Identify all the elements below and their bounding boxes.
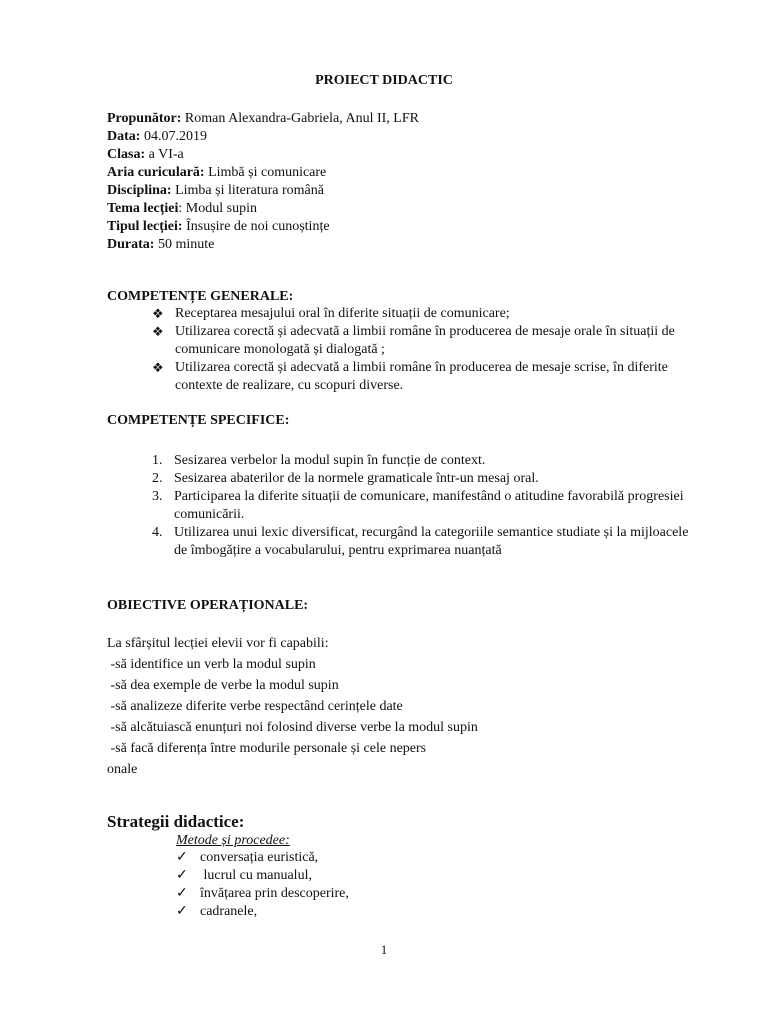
meta-row-discipline xyxy=(107,182,419,200)
page-number: 1 xyxy=(380,942,388,957)
meta-label: Aria curiculară: xyxy=(107,165,205,180)
list-number: 4. xyxy=(152,525,163,540)
list-item xyxy=(152,305,712,323)
meta-row-proposer xyxy=(107,110,419,128)
methods-heading: Metode și procedee: xyxy=(176,833,290,848)
meta-label: Tipul lecției: xyxy=(107,219,183,234)
list-item-text: Utilizarea corectă și adecvată a limbii române în producerea de mesaje scrise, în diferite contexte de realizare, cu scopuri diverse. xyxy=(175,360,668,393)
list-number: 2. xyxy=(152,471,163,486)
checkmark-icon: ✓ xyxy=(176,886,188,901)
list-item xyxy=(176,903,349,921)
meta-row-theme xyxy=(107,200,419,218)
meta-label: Clasa: xyxy=(107,147,146,162)
meta-value: : Modul supin xyxy=(178,201,257,216)
list-item xyxy=(176,885,349,903)
meta-value: 50 minute xyxy=(154,237,215,252)
checkmark-icon: ✓ xyxy=(176,868,188,883)
list-item-text: învățarea prin descoperire, xyxy=(200,886,349,901)
objective-line: -să dea exemple de verbe la modul supin xyxy=(107,678,339,693)
objective-line: -să facă diferența între modurile personale și cele nepers xyxy=(107,741,427,756)
strategies-heading: Strategii didactice: xyxy=(107,812,245,831)
meta-value: Limbă și comunicare xyxy=(204,165,327,180)
list-item-text: Utilizarea unui lexic diversificat, recurgând la categoriile semantice studiate și la mijloacele de îmbogățire a vocabularului, pentru exprimarea nuanțată xyxy=(174,525,689,558)
list-item-text: Sesizarea abaterilor de la normele gramaticale într-un mesaj oral. xyxy=(174,471,539,486)
meta-row-class xyxy=(107,146,419,164)
meta-row-type xyxy=(107,218,419,236)
list-item xyxy=(176,867,349,885)
meta-label: Durata: xyxy=(107,237,155,252)
objective-line: -să identifice un verb la modul supin xyxy=(107,657,316,672)
list-item xyxy=(152,359,712,395)
checkmark-icon: ✓ xyxy=(176,904,188,919)
diamond-bullet-icon: ❖ xyxy=(152,360,164,375)
meta-row-area xyxy=(107,164,419,182)
diamond-bullet-icon: ❖ xyxy=(152,324,164,339)
diamond-bullet-icon: ❖ xyxy=(152,306,164,321)
document-title: PROIECT DIDACTIC xyxy=(315,73,453,88)
objective-line: -să analizeze diferite verbe respectând cerințele date xyxy=(107,699,403,714)
list-item xyxy=(176,849,349,867)
meta-label: Tema lecției xyxy=(107,201,179,216)
meta-value: 04.07.2019 xyxy=(140,129,207,144)
list-item-text: cadranele, xyxy=(200,904,258,919)
lesson-metadata xyxy=(107,110,419,254)
list-item xyxy=(152,470,697,488)
list-item xyxy=(152,488,697,524)
objective-line: onale xyxy=(107,762,138,777)
meta-row-date xyxy=(107,128,419,146)
objective-line: -să alcătuiască enunțuri noi folosind diverse verbe la modul supin xyxy=(107,720,478,735)
meta-value: Roman Alexandra-Gabriela, Anul II, LFR xyxy=(181,111,419,126)
meta-value: Însușire de noi cunoștințe xyxy=(182,219,330,234)
checkmark-icon: ✓ xyxy=(176,850,188,865)
methods-list xyxy=(176,849,349,921)
list-item-text: lucrul cu manualul, xyxy=(200,868,312,883)
meta-row-duration xyxy=(107,236,419,254)
meta-label: Data: xyxy=(107,129,141,144)
list-item-text: Participarea la diferite situații de comunicare, manifestând o atitudine favorabilă progresiei comunicării. xyxy=(174,489,684,522)
objectives-heading: OBIECTIVE OPERAȚIONALE: xyxy=(107,598,309,613)
list-item-text: Sesizarea verbelor la modul supin în funcție de context. xyxy=(174,453,486,468)
objectives-intro: La sfârșitul lecției elevii vor fi capabili: xyxy=(107,636,329,651)
list-number: 1. xyxy=(152,453,163,468)
specific-competences-list xyxy=(152,452,697,560)
list-item xyxy=(152,323,712,359)
list-item-text: Receptarea mesajului oral în diferite situații de comunicare; xyxy=(175,306,510,321)
meta-value: a VI-a xyxy=(145,147,184,162)
general-competences-heading: COMPETENȚE GENERALE: xyxy=(107,289,294,304)
list-number: 3. xyxy=(152,489,163,504)
meta-label: Propunător: xyxy=(107,111,182,126)
list-item xyxy=(152,524,697,560)
list-item-text: Utilizarea corectă și adecvată a limbii române în producerea de mesaje orale în situații de comunicare monologată și dialogată ; xyxy=(175,324,675,357)
list-item xyxy=(152,452,697,470)
specific-competences-heading: COMPETENȚE SPECIFICE: xyxy=(107,413,290,428)
meta-label: Disciplina: xyxy=(107,183,172,198)
meta-value: Limba și literatura română xyxy=(171,183,324,198)
general-competences-list xyxy=(152,305,712,395)
list-item-text: conversația euristică, xyxy=(200,850,319,865)
objectives-list xyxy=(107,633,478,780)
